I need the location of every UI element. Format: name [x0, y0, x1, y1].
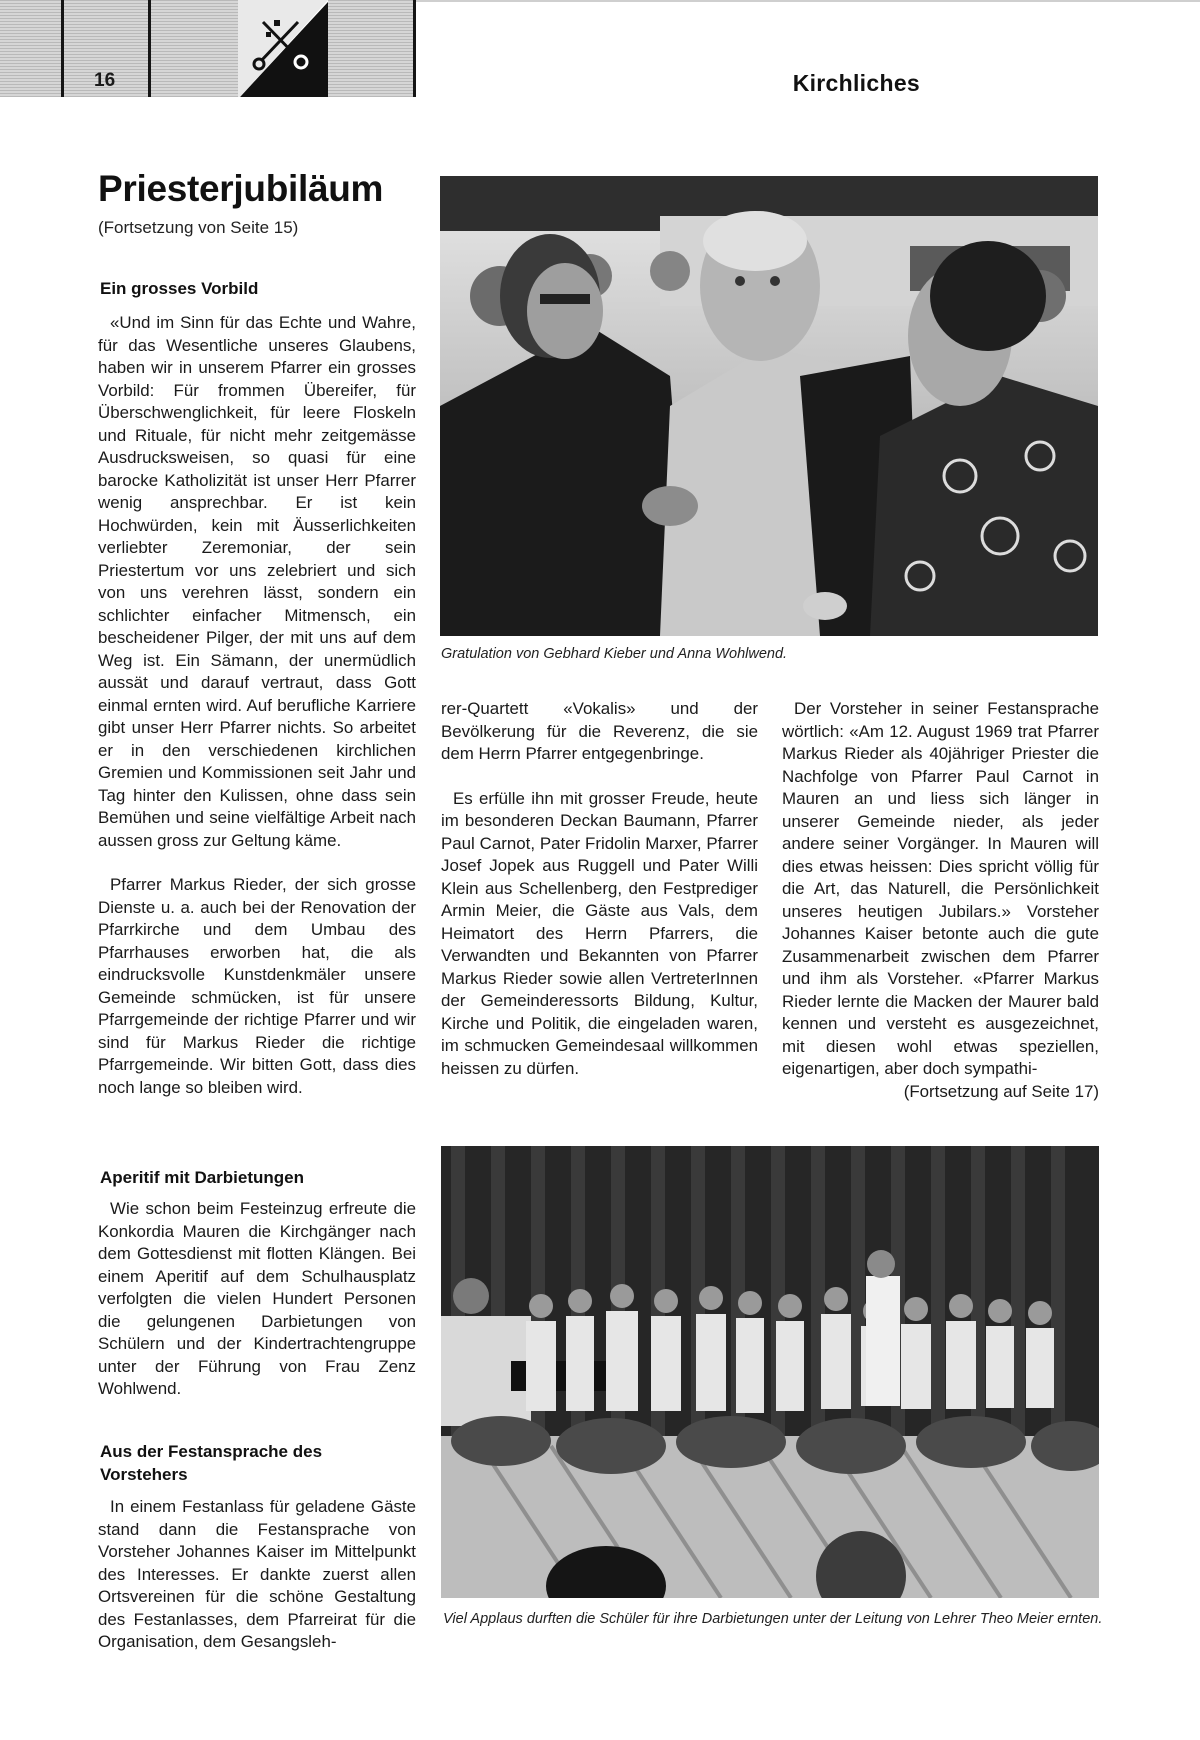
section-heading-festansprache: Aus der Festansprache des Vorstehers — [100, 1442, 323, 1484]
article-title: Priesterjubiläum — [98, 168, 384, 209]
section-heading-aperitif: Aperitif mit Darbietungen — [100, 1168, 305, 1187]
text-column-middle — [441, 698, 758, 1080]
article-subtitle: (Fortsetzung von Seite 15) — [98, 218, 299, 237]
page-number: 16 — [94, 70, 116, 91]
header-rule — [148, 0, 151, 97]
header-rule — [413, 0, 416, 97]
section-heading-vorbild: Ein grosses Vorbild — [100, 279, 259, 298]
paragraph: Pfarrer Markus Rieder, der sich grosse Dienste u. a. auch bei der Renovation der Pfarrkirche und dem Umbau des Pfarrhauses erworben hat, die als eindrucksvolle Kunstdenkmäler unsere Gemeinde schmücken, ist für unsere Pfarrgemeinde der richtige Pfarrer und wir sind für Markus Rieder die richtige Pfarrgemeinde. Wir bitten Gott, dass dies noch lange so bleiben wird. — [98, 875, 416, 1097]
photo-caption-top: Gratulation von Gebhard Kieber und Anna Wohlwend. — [441, 646, 788, 662]
text-column-left-1 — [98, 312, 416, 1099]
header-rule — [61, 0, 64, 97]
text-column-left-2 — [98, 1198, 416, 1401]
crossed-keys-emblem-icon — [238, 0, 328, 97]
photo-gratulation — [440, 176, 1098, 636]
photo-schueler — [441, 1146, 1099, 1598]
paragraph: rer-Quartett «Vokalis» und der Bevölkerung für die Reverenz, die sie dem Herrn Pfarrer entgegenbringe. — [441, 699, 758, 763]
section-title: Kirchliches — [792, 70, 920, 96]
paragraph: «Und im Sinn für das Echte und Wahre, für das Wesentliche unseres Glaubens, haben wir in unserem Pfarrer ein grosses Vorbild: Für frommen Übereifer, für Überschwenglichkeit, für leere Floskeln und Rituale, für nicht mehr zeitgemässe Ausdrucksweisen, so quasi für eine barocke Katholizität ist unser Herr Pfarrer wenig ansprechbar. Er ist kein Hochwürden, kein mit Äusserlichkeiten verliebter Zeremoniar, der sein Priestertum vor uns zelebriert und sich von uns verehren lässt, sondern ein schlichter einfacher Mitmensch, ein bescheidener Pilger, der mit uns auf dem Weg ist. Ein Sämann, der unermüdlich aussät und darauf vertraut, dass Gott einmal ernten wird. Auf berufliche Karriere gibt unser Herr Pfarrer nichts. So arbeitet er in den verschiedenen kirchlichen Gremien und Kommissionen seit Jahr und Tag hinter den Kulissen, ohne dass sein Bemühen und seine vielfältige Arbeit nach aussen gross zur Geltung käme. — [98, 313, 416, 850]
paragraph: Wie schon beim Festeinzug erfreute die Konkordia Mauren die Kirchgänger nach dem Gottesdienst mit flotten Klängen. Bei einem Aperitif auf dem Schulhausplatz verfolgten die vielen Hundert Personen die gelungenen Darbietungen von Schülern und der Kindertrachtengruppe unter der Führung von Frau Zenz Wohlwend. — [98, 1199, 416, 1398]
text-column-left-3 — [98, 1496, 416, 1654]
paragraph: In einem Festanlass für geladene Gäste stand dann die Festansprache von Vorsteher Johannes Kaiser im Mittelpunkt des Interesses. Er dankte zuerst allen Ortsvereinen für die schöne Gestaltung des Festanlasses, dem Pfarreirat für die Organisation, dem Gesangsleh- — [98, 1497, 416, 1651]
continuation-note: (Fortsetzung auf Seite 17) — [903, 1081, 1099, 1101]
photo-caption-bottom: Viel Applaus durften die Schüler für ihre Darbietungen unter der Leitung von Lehrer Theo Meier ernten. — [443, 1611, 1103, 1627]
paragraph: Der Vorsteher in seiner Festansprache wörtlich: «Am 12. August 1969 trat Pfarrer Markus Rieder als 40jähriger Priester die Nachfolge von Pfarrer Paul Carnot in Mauren an und liess sich länger in unserer Gemeinde nieder, als jeder andere seiner Vorgänger. In Mauren will dies etwas heissen: Dies spricht völlig für die Art, das Naturell, die Persönlichkeit unseres heutigen Jubilars.» Vorsteher Johannes Kaiser betonte auch die gute Zusammenarbeit zwischen dem Pfarrer und ihm als Vorsteher. «Pfarrer Markus Rieder lernte die Macken der Maurer bald kennen und versteht es ausgezeichnet, mit diesen wohl etwas speziellen, eigenartigen, aber doch sympathi- — [782, 699, 1099, 1078]
text-column-right — [782, 698, 1099, 1103]
header-top-line — [416, 0, 1200, 2]
paragraph: Es erfülle ihn mit grosser Freude, heute im besonderen Deckan Baumann, Pfarrer Paul Carnot, Pater Fridolin Marxer, Pfarrer Josef Jopek aus Ruggell und Pater Willi Klein aus Schellenberg, den Festprediger Armin Meier, die Gäste aus Vals, dem Heimatort des Herrn Pfarrers, die Verwandten und Bekannten von Pfarrer Markus Rieder sowie allen VertreterInnen der Gemeinderessorts Bildung, Kultur, Kirche und Politik, die eingeladen waren, im schmucken Gemeindesaal willkommen heissen zu dürfen. — [441, 788, 758, 1078]
